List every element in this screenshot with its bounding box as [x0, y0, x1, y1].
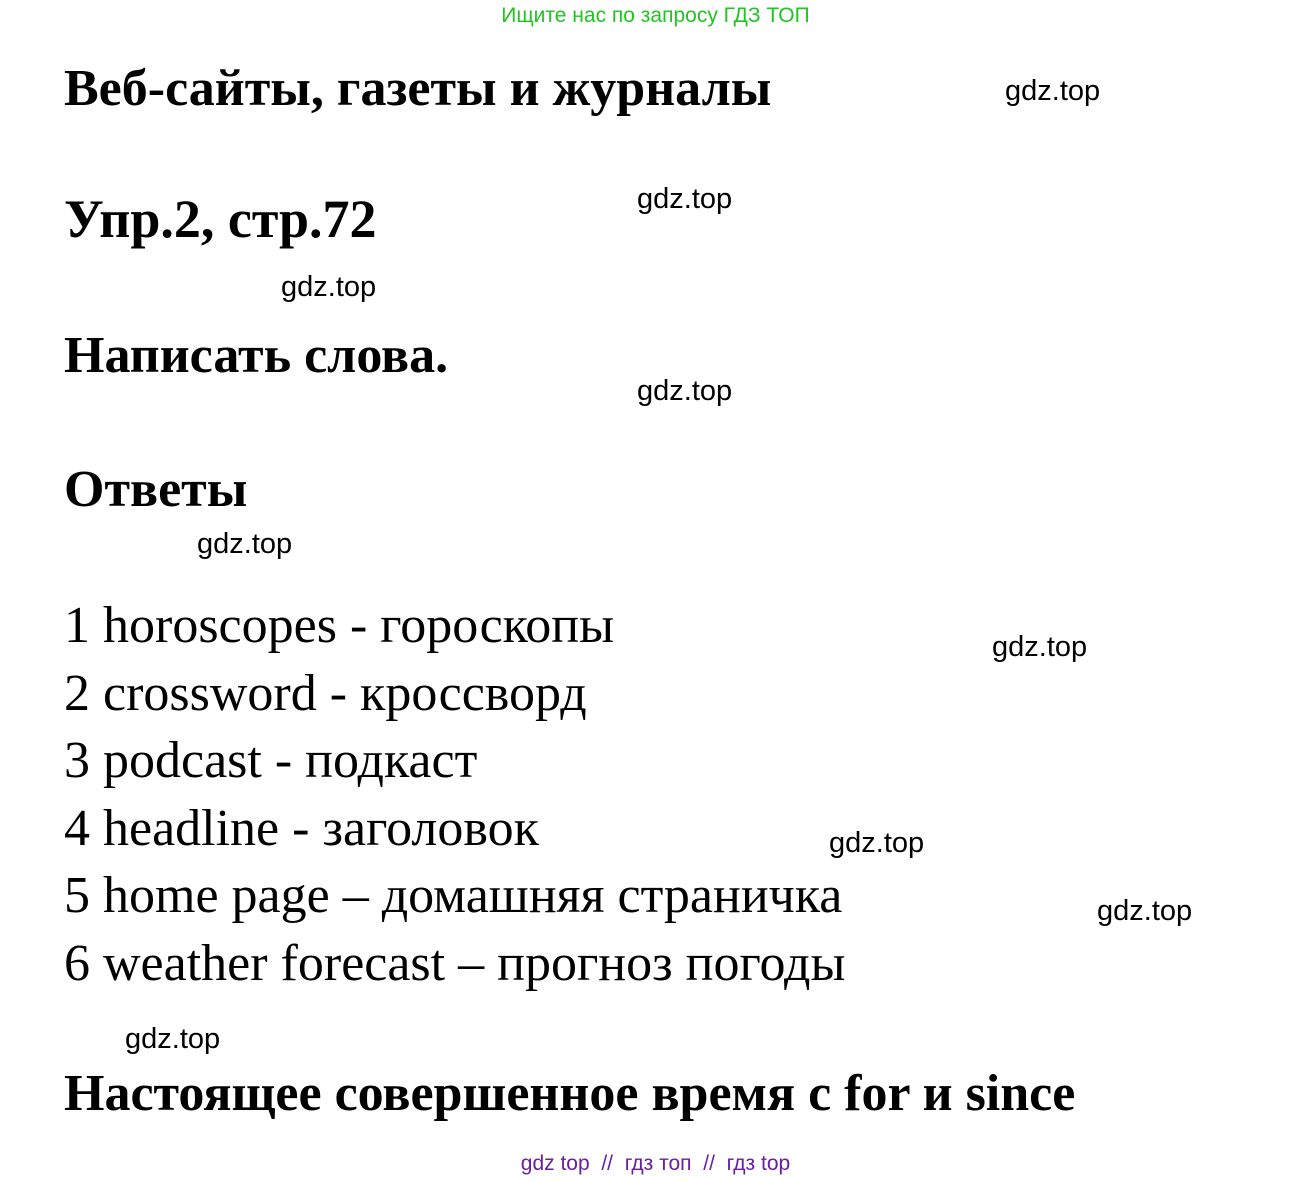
- footer-part: гдз top: [726, 1152, 791, 1175]
- next-section-heading: Настоящее совершенное время с for и since: [64, 1065, 1076, 1122]
- answers-heading: Ответы: [64, 461, 248, 518]
- footer-part: гдз топ: [624, 1152, 692, 1175]
- answer-list: [64, 592, 845, 997]
- page-title: Веб-сайты, газеты и журналы: [64, 60, 772, 117]
- answer-item: 3 podcast - подкаст: [64, 732, 478, 789]
- watermark: gdz.top: [1097, 895, 1193, 927]
- search-banner: Ищите нас по запросу ГДЗ ТОП: [501, 4, 810, 27]
- watermark: gdz.top: [829, 827, 925, 859]
- answer-item: 6 weather forecast – прогноз погоды: [64, 934, 846, 992]
- watermark: gdz.top: [637, 375, 733, 407]
- task-heading: Написать слова.: [64, 327, 449, 384]
- footer-separator: //: [601, 1152, 614, 1175]
- watermark: gdz.top: [992, 631, 1088, 663]
- footer-separator: //: [703, 1152, 715, 1175]
- answer-item: 1 horoscopes - гороскопы: [64, 597, 615, 654]
- exercise-heading: Упр.2, стр.72: [64, 189, 377, 249]
- watermark: gdz.top: [281, 271, 377, 303]
- watermark: gdz.top: [125, 1023, 221, 1055]
- answer-item: 2 crossword - кроссворд: [64, 664, 587, 722]
- footer-watermark: [0, 1151, 1311, 1176]
- footer-part: gdz top: [520, 1152, 590, 1175]
- answer-item: 5 home page – домашняя страничка: [64, 867, 843, 924]
- watermark: gdz.top: [637, 183, 733, 215]
- watermark: gdz.top: [197, 528, 293, 560]
- watermark: gdz.top: [1005, 75, 1101, 107]
- answer-item: 4 headline - заголовок: [64, 799, 539, 857]
